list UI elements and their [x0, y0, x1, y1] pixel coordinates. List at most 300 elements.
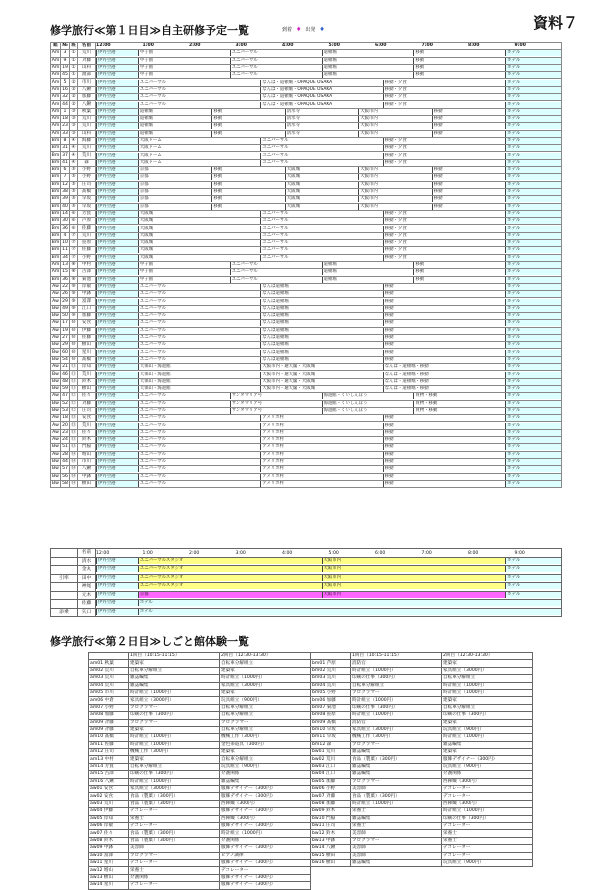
timeline-segment: 甲子園: [138, 277, 230, 283]
timeline-segment: 移動: [432, 167, 505, 173]
cell-name: 横山: [78, 342, 96, 349]
timeline-segment: 伊丹空港: [96, 423, 138, 429]
legend: [282, 26, 325, 33]
timeline-segment: 京都: [138, 189, 211, 195]
cell-course: Am: [51, 57, 60, 63]
timeline-segment: 移動・夕食: [383, 240, 505, 246]
timeline-segment: 移動: [383, 284, 505, 290]
work-student: am08 加藤: [89, 712, 129, 719]
cell-group: ⑤: [71, 174, 76, 180]
cell-number: 23: [62, 123, 68, 129]
cell-name: 斉藤: [78, 400, 96, 407]
timeline-segment: なんば・道頓堀・移動: [383, 386, 505, 392]
timeline-bar: [96, 145, 561, 151]
cell-course: Bm: [51, 225, 60, 231]
cell-group: ⑬: [71, 415, 76, 421]
timeline-segment: 清水寺: [285, 109, 358, 115]
cell-timeline: [96, 429, 562, 436]
cell-timeline: [96, 444, 562, 451]
timeline-segment: ホテル: [505, 167, 561, 173]
cell-group: ⑦: [71, 232, 76, 238]
cell-number: 24: [62, 437, 68, 443]
timeline-segment: ユニバーサル: [138, 437, 260, 443]
cell-timeline: [96, 261, 562, 268]
work-student: bm01 芦原: [311, 660, 351, 667]
timeline-bar: [96, 240, 561, 246]
timeline-segment: ホテル: [505, 350, 561, 356]
cell-group: ⑨: [71, 305, 76, 311]
work-activity: デコレーター: [129, 859, 220, 866]
cell-group: ③: [71, 108, 76, 114]
work-student: bw09 鈴木: [311, 808, 351, 815]
work-row: [89, 837, 311, 844]
work-student: aw09 中鉢: [89, 845, 129, 852]
work-student: am06 中倉: [89, 697, 129, 704]
cell-name: 芳賀: [78, 210, 96, 217]
work-student: aw12 増山: [89, 867, 129, 874]
timeline-segment: 甲子園: [138, 262, 230, 268]
timeline-segment: ユニバーサル: [138, 466, 260, 472]
staff-timeline: [96, 608, 562, 617]
timeline-segment: 道頓堀: [138, 109, 211, 115]
timeline-bar: [96, 415, 561, 421]
timeline-segment: 移動・夕食: [383, 247, 505, 253]
cell-name: 中村: [78, 261, 96, 268]
time-tick-label: 9:00: [514, 43, 526, 49]
cell-name: 早坂: [78, 203, 96, 210]
timeline-bar: [96, 335, 561, 341]
timeline-segment: ホテル: [505, 284, 561, 290]
work-activity: デコレーター: [442, 822, 533, 829]
work-activity: 美容師: [351, 786, 442, 793]
cell-group: ⑨: [71, 283, 76, 289]
timeline-segment: アメリカ村: [260, 474, 382, 480]
cell-number: 49: [62, 305, 68, 311]
timeline-segment: 移動: [413, 58, 505, 64]
cell-course: Bm: [51, 247, 60, 253]
cell-timeline: [96, 86, 562, 93]
timeline-segment: 伊丹空港: [96, 474, 138, 480]
cell-number: 34: [62, 254, 68, 260]
cell-name: 早坂: [78, 196, 96, 203]
timeline-bar: [96, 94, 561, 100]
work-table-left: [88, 652, 311, 890]
schedule-row: [51, 415, 562, 422]
timeline-segment: 移動: [383, 459, 505, 465]
staff-timeline: [96, 583, 562, 592]
work-student: bw13 中鉢: [311, 837, 351, 844]
work-activity: 介護関係: [220, 771, 311, 778]
work-student: aw08 鈴木: [89, 837, 129, 844]
schedule-row: [51, 466, 562, 473]
time-tick-label: 3:00: [235, 550, 246, 556]
cell-number: 39: [62, 196, 68, 202]
timeline-bar: [96, 277, 561, 283]
timeline-segment: 移動: [432, 123, 505, 129]
timeline-segment: 伊丹空港: [96, 401, 138, 407]
work-activity: 建築家: [129, 726, 220, 733]
cell-course: Bm: [51, 276, 60, 282]
timeline-segment: 大阪城: [285, 196, 358, 202]
timeline-segment: 道頓堀: [138, 116, 211, 122]
work-activity: 印刷の仕事（300円）: [351, 704, 442, 711]
timeline-segment: ユニバーサルスタジオ: [138, 566, 322, 572]
schedule-row: [51, 451, 562, 458]
cell-timeline: [96, 480, 562, 487]
cell-group: ③: [71, 130, 76, 136]
work-activity: プログラマー: [351, 689, 442, 696]
timeline-segment: アメリカ村: [260, 437, 382, 443]
work-activity: プログラマー: [129, 719, 220, 726]
work-right-header-slot2: 2回目（12:30-13:30）: [442, 653, 533, 660]
cell-course: Aw: [52, 393, 59, 399]
cell-name: 安食: [78, 320, 96, 327]
work-left-header-slot1: 1回目（10:15-11:15）: [129, 653, 220, 660]
cell-course: Am: [51, 79, 60, 85]
timeline-segment: 移動: [211, 116, 284, 122]
cell-group: ②: [71, 94, 76, 100]
cell-group: ⑬: [71, 422, 76, 428]
timeline-bar: [96, 481, 561, 487]
work-activity: 自転車分解組立: [220, 712, 311, 719]
timeline-segment: ホテル: [505, 247, 561, 253]
cell-name: 佐藤: [78, 334, 96, 341]
work-student: bw11 庄司: [311, 822, 351, 829]
timeline-segment: 大阪ドーム: [138, 160, 260, 166]
timeline-segment: なんば道頓堀: [260, 284, 382, 290]
timeline-segment: 移動: [432, 109, 505, 115]
work-row: [89, 734, 311, 741]
cell-number: 52: [62, 400, 68, 406]
cell-timeline: [96, 276, 562, 283]
cell-number: 54: [62, 356, 68, 362]
cell-course: Bm: [51, 159, 60, 165]
cell-name: 髙橋: [78, 356, 96, 363]
cell-name: 岸敏: [78, 283, 96, 290]
timeline-segment: ホテル: [505, 299, 561, 305]
timeline-bar: [96, 109, 561, 115]
cell-timeline: [96, 327, 562, 334]
cell-timeline: [96, 458, 562, 465]
cell-name: 古澤: [78, 269, 96, 276]
work-activity: 建築家: [442, 660, 533, 667]
timeline-segment: ホテル: [505, 131, 561, 137]
work-table-right: [310, 652, 533, 867]
cell-timeline: [96, 94, 562, 101]
work-activity: 栄養士: [442, 830, 533, 837]
work-student: aw06 岸敏: [89, 822, 129, 829]
timeline-segment: ユニバーサル: [138, 350, 260, 356]
cell-group: ④: [71, 138, 76, 143]
work-activity: 玩具組立（900円）: [442, 763, 533, 770]
cell-group: ⑪: [71, 386, 76, 392]
schedule-row: [51, 276, 562, 283]
work-activity: 栄養士: [129, 815, 220, 822]
cell-timeline: [96, 167, 562, 174]
timeline-segment: 伊丹空港: [96, 393, 138, 399]
work-row: [89, 771, 311, 778]
timeline-segment: ホテル: [505, 423, 561, 429]
timeline-segment: 移動: [211, 123, 284, 129]
time-tick-label: 3:00: [235, 43, 247, 49]
work-row: [89, 852, 311, 859]
cell-timeline: [96, 254, 562, 261]
cell-number: 19: [62, 65, 68, 71]
staff-timeline-bar: [96, 600, 561, 607]
timeline-segment: ホテル: [505, 364, 561, 370]
timeline-segment: 移動・夕食: [383, 233, 505, 239]
cell-number: 11: [62, 247, 68, 253]
timeline-segment: ユニバーサル: [138, 320, 260, 326]
cell-name: 八鍬: [78, 466, 96, 473]
cell-course: Aw: [52, 335, 59, 341]
timeline-segment: 大阪城: [138, 247, 260, 253]
work-activity: 建築家: [442, 749, 533, 756]
header-class: 班: [71, 43, 76, 49]
timeline-segment: なんば道頓堀: [260, 299, 382, 305]
timeline-segment: ユニバーサル: [138, 393, 230, 399]
cell-number: 44: [62, 459, 68, 465]
work-activity: 時計組立（1000円）: [351, 712, 442, 719]
schedule-row: [51, 254, 562, 261]
work-row: [311, 808, 533, 815]
staff-name: 佐藤: [78, 600, 96, 609]
cell-number: 38: [62, 189, 68, 195]
timeline-bar: [96, 306, 561, 312]
timeline-bar: [96, 116, 561, 122]
cell-course: Bm: [51, 210, 60, 216]
timeline-segment: ユニバーサルスタジオ: [138, 558, 322, 564]
cell-group: ⑤: [71, 203, 76, 209]
cell-name: 鈴木: [78, 378, 96, 385]
timeline-segment: 移動: [383, 415, 505, 421]
timeline-segment: ホテル: [505, 160, 561, 166]
work-student: am05 市川: [89, 689, 129, 696]
day1-title: 修学旅行≪第１日目≫自主研修予定一覧: [50, 24, 250, 37]
cell-timeline: [96, 415, 562, 422]
timeline-segment: ホテル: [505, 291, 561, 297]
timeline-segment: 伊丹空港: [96, 335, 138, 341]
cell-group: ⑩: [71, 356, 76, 362]
timeline-segment: 伊丹空港: [96, 452, 138, 458]
timeline-segment: 移動: [383, 474, 505, 480]
work-activity: 美容師: [351, 830, 442, 837]
cell-number: 29: [62, 342, 68, 348]
timeline-segment: 伊丹空港: [96, 102, 138, 108]
timeline-segment: 移動: [413, 262, 505, 268]
work-student: aw11 星川: [89, 859, 129, 866]
cell-timeline: [96, 356, 562, 363]
cell-name: 岸知: [78, 364, 96, 371]
schedule-row: [51, 364, 562, 371]
timeline-segment: 京都: [138, 174, 211, 180]
cell-course: Bw: [52, 459, 59, 465]
timeline-segment: 大阪城: [138, 218, 260, 224]
cell-name: 中鉢: [78, 473, 96, 480]
timeline-segment: ホテル: [505, 444, 561, 450]
timeline-segment: 海遊館・くいしんぼう: [322, 408, 414, 414]
work-student: am04 荒川: [89, 682, 129, 689]
cell-name: 市川: [78, 79, 96, 86]
timeline-segment: 天保山・海遊館: [138, 372, 260, 378]
cell-group: ⑤: [71, 167, 76, 173]
work-activity: 服飾デザイナー（300円）: [442, 756, 533, 763]
work-activity: 食品（製菓）（300円）: [351, 793, 442, 800]
cell-number: 33: [62, 130, 68, 136]
cell-group: ⑭: [71, 473, 76, 479]
timeline-segment: ホテル: [505, 211, 561, 217]
timeline-segment: ユニバーサル: [230, 72, 322, 78]
cell-group: ⑥: [71, 225, 76, 231]
work-row: [89, 786, 311, 793]
timeline-bar: [96, 291, 561, 297]
staff-row: [51, 608, 562, 617]
timeline-segment: 伊丹空港: [96, 240, 138, 246]
work-activity: 西陣織（300円）: [442, 778, 533, 785]
timeline-segment: 大阪市内: [322, 558, 506, 564]
timeline-bar: [96, 247, 561, 253]
work-row: [311, 837, 533, 844]
staff-row: [51, 566, 562, 575]
cell-group: ⑪: [71, 371, 76, 377]
cell-group: ⑩: [71, 327, 76, 333]
time-tick-label: 2:00: [189, 550, 200, 556]
cell-group: ①: [71, 57, 76, 63]
work-activity: 服飾デザイナー（300円）: [220, 808, 311, 815]
cell-name: 佐々: [78, 429, 96, 436]
timeline-segment: サンタマリア号: [230, 393, 322, 399]
header-course: 組: [51, 43, 61, 50]
cell-timeline: [96, 371, 562, 378]
timeline-segment: 移動: [211, 167, 284, 173]
legend-arrive-label: 到着: [282, 27, 293, 33]
cell-timeline: [96, 422, 562, 429]
work-activity: 建築家: [220, 749, 311, 756]
timeline-segment: ホテル: [505, 87, 561, 93]
schedule-row: [51, 349, 562, 356]
work-student: bw07 斉藤: [311, 793, 351, 800]
staff-timeline-bar: [96, 592, 561, 599]
work-activity: 時計組立（1000円）: [129, 778, 220, 785]
timeline-segment: ユニバーサル: [260, 240, 382, 246]
cell-course: Am: [51, 262, 60, 268]
cell-name: 横田: [78, 480, 96, 487]
cell-number: 57: [62, 466, 68, 472]
depart-marker-icon: ♦: [319, 25, 325, 33]
timeline-segment: 伊丹空港: [96, 87, 138, 93]
work-row: [311, 830, 533, 837]
schedule-row: [51, 152, 562, 159]
work-student: bm03 荒川: [311, 675, 351, 682]
timeline-segment: ホテル: [505, 189, 561, 195]
timeline-segment: ユニバーサル: [138, 335, 260, 341]
cell-timeline: [96, 342, 562, 349]
timeline-segment: ホテル: [505, 182, 561, 188]
timeline-segment: なんば道頓堀: [260, 320, 382, 326]
work-student: bm07 菊池: [311, 704, 351, 711]
timeline-segment: ホテル: [505, 575, 561, 581]
work-activity: 自転車分解組立: [129, 763, 220, 770]
schedule-row: [51, 203, 562, 210]
timeline-segment: ホテル: [505, 306, 561, 312]
schedule-row: [51, 305, 562, 312]
timeline-bar: [96, 372, 561, 378]
timeline-segment: 甲子園: [138, 269, 230, 275]
timeline-segment: 伊丹空港: [96, 350, 138, 356]
work-activity: 雑誌編集: [442, 741, 533, 748]
timeline-segment: アメリカ村: [260, 459, 382, 465]
timeline-segment: ホテル: [505, 437, 561, 443]
timeline-segment: 移動: [383, 430, 505, 436]
work-activity: 建築家: [129, 756, 220, 763]
timeline-segment: 伊丹空港: [96, 386, 138, 392]
staff-timeline-bar: [96, 583, 561, 590]
work-student: bw04 江口: [311, 771, 351, 778]
timeline-segment: 移動・夕食: [383, 145, 505, 151]
timeline-segment: なんば道頓堀: [260, 291, 382, 297]
staff-row: [51, 591, 562, 600]
timeline-segment: 移動・夕食: [383, 94, 505, 100]
timeline-segment: 伊丹空港: [96, 342, 138, 348]
timeline-segment: 移動・夕食: [383, 102, 505, 108]
work-activity: 服飾デザイナー（300円）: [220, 845, 311, 852]
cell-number: 48: [62, 378, 68, 384]
cell-number: 40: [62, 203, 68, 209]
timeline-bar: [96, 58, 561, 64]
work-row: [89, 793, 311, 800]
work-row: [311, 815, 533, 822]
cell-number: 29: [62, 298, 68, 304]
cell-group: ⑬: [71, 429, 76, 435]
work-activity: デコレーター: [129, 882, 220, 889]
work-activity: 雑誌編集: [351, 859, 442, 866]
staff-row: [51, 583, 562, 592]
schedule-row: [51, 407, 562, 414]
work-activity: 建築家: [129, 660, 220, 667]
timeline-segment: 大阪城: [285, 174, 358, 180]
timeline-segment: ホテル: [505, 372, 561, 378]
cell-course: Am: [51, 123, 60, 129]
cell-group: ⑫: [71, 393, 76, 399]
timeline-segment: 伊丹空港: [96, 255, 138, 261]
schedule-row: [51, 79, 562, 86]
work-activity: 介護関係: [220, 837, 311, 844]
timeline-segment: 移動: [383, 444, 505, 450]
timeline-segment: 移動・夕食: [383, 218, 505, 224]
cell-timeline: [96, 466, 562, 473]
cell-group: ⑧: [71, 276, 76, 282]
work-row: [89, 822, 311, 829]
timeline-segment: なんば・道頓堀・移動: [383, 379, 505, 385]
timeline-segment: 移動・夕食: [383, 138, 505, 144]
timeline-bar: [96, 80, 561, 86]
timeline-bar: [96, 328, 561, 334]
timeline-bar: [96, 364, 561, 370]
timeline-segment: 伊丹空港: [96, 131, 138, 137]
work-activity: 印刷の仕事（300円）: [129, 712, 220, 719]
work-row: [311, 719, 533, 726]
timeline-segment: ユニバーサル: [230, 58, 322, 64]
timeline-segment: 道頓堀: [322, 65, 414, 71]
work-activity: プログラマー: [129, 852, 220, 859]
staff-timeline: [96, 591, 562, 600]
cell-number: 50: [62, 313, 68, 319]
timeline-segment: 海遊館・くいしんぼう: [322, 401, 414, 407]
cell-course: Am: [51, 269, 60, 275]
work-student: am11 佐藤: [89, 741, 129, 748]
timeline-segment: 甲子園: [138, 58, 230, 64]
cell-timeline: [96, 437, 562, 444]
